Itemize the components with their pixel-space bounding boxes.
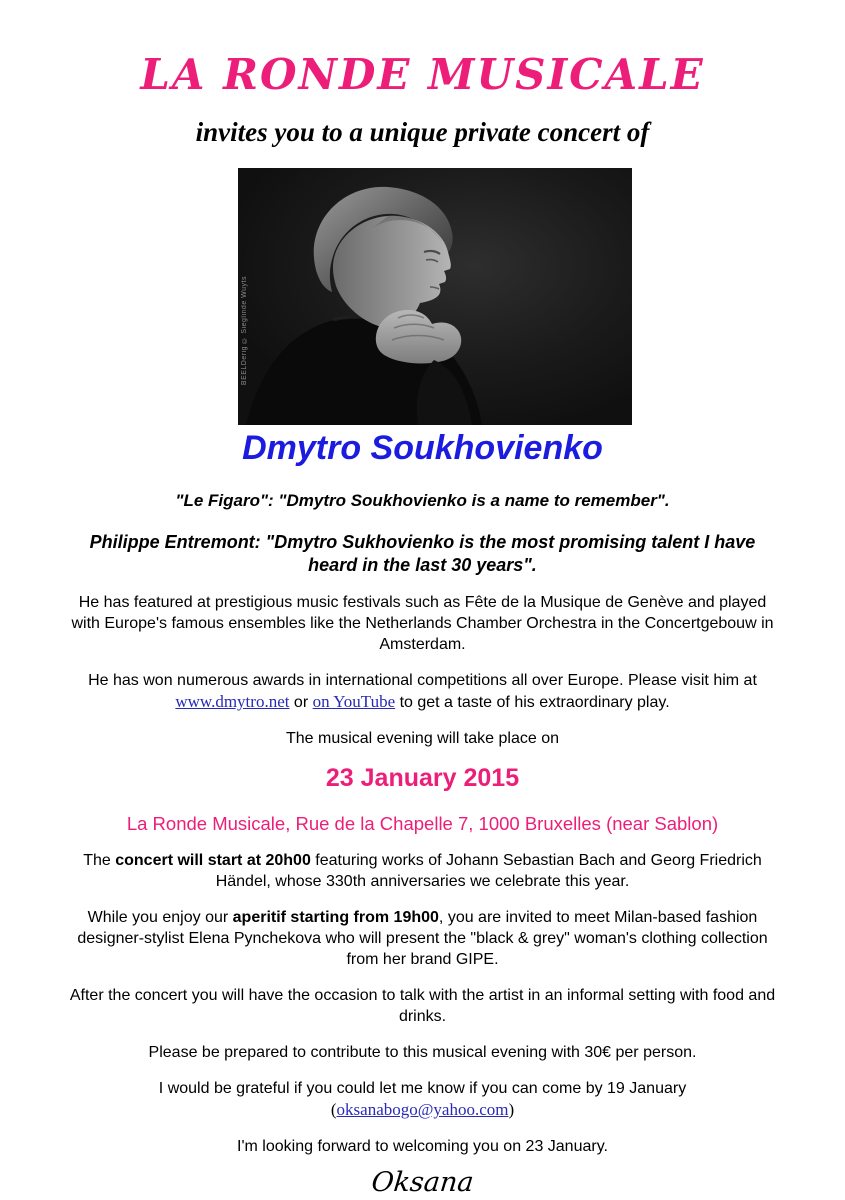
- paragraph-contribution: Please be prepared to contribute to this musical evening with 30€ per person.: [148, 1044, 697, 1061]
- rsvp-email-link[interactable]: oksanabogo@yahoo.com: [336, 1100, 509, 1119]
- paragraph-festivals: He has featured at prestigious music festivals such as Fête de la Musique de Genève and played with Europe's famous ensembles like the Netherlands Chamber Orchestra in the Concertgebouw in Amsterdam.: [71, 594, 774, 653]
- portrait-illustration: [238, 168, 632, 425]
- aperitif-text-post: , you are invited to meet Milan-based fashion designer-stylist Elena Pynchekova who will present the "black & grey" woman's clothing collection from her brand GIPE.: [77, 909, 768, 968]
- press-quote-le-figaro: "Le Figaro": "Dmytro Soukhovienko is a name to remember".: [175, 491, 670, 510]
- paragraph-rsvp: [70, 1078, 776, 1121]
- rsvp-text: I would be grateful if you could let me know if you can come by 19 January: [158, 1080, 687, 1097]
- lead-in-line: The musical evening will take place on: [285, 730, 560, 747]
- awards-text-pre: He has won numerous awards in international competitions all over Europe. Please visit him at: [88, 672, 757, 689]
- press-quote-entremont: Philippe Entremont: "Dmytro Sukhovienko is the most promising talent I have heard in the last 30 years".: [89, 532, 756, 575]
- concert-time-bold: concert will start at 20h00: [115, 852, 311, 869]
- closing-line: I'm looking forward to welcoming you on 23 January.: [237, 1138, 608, 1155]
- photo-credit: BEELDerig © Sieglinde Wuyts: [241, 275, 248, 385]
- paragraph-aperitif: [70, 907, 776, 970]
- event-venue: La Ronde Musicale, Rue de la Chapelle 7, 1000 Bruxelles (near Sablon): [126, 813, 719, 834]
- concert-text-post: featuring works of Johann Sebastian Bach and Georg Friedrich Händel, whose 330th anniversaries we celebrate this year.: [215, 852, 762, 890]
- artist-name: Dmytro Soukhovienko: [242, 429, 603, 467]
- awards-text-mid: or: [289, 694, 313, 711]
- rsvp-open-paren: (: [330, 1100, 337, 1119]
- artist-photo: [238, 168, 632, 425]
- paragraph-concert-time: [70, 850, 776, 892]
- signature: Oksana: [369, 1167, 476, 1198]
- aperitif-time-bold: aperitif starting from 19h00: [232, 909, 439, 926]
- concert-text-pre: The: [83, 852, 116, 869]
- event-date: 23 January 2015: [325, 764, 520, 792]
- awards-text-post: to get a taste of his extraordinary play.: [395, 694, 670, 711]
- page-title: LA RONDE MUSICALE: [140, 50, 705, 99]
- aperitif-text-pre: While you enjoy our: [87, 909, 233, 926]
- paragraph-after-concert: After the concert you will have the occasion to talk with the artist in an informal setting with food and drinks.: [69, 987, 776, 1025]
- youtube-link[interactable]: on YouTube: [312, 692, 396, 711]
- rsvp-close-paren: ): [508, 1100, 515, 1119]
- invitation-subtitle: invites you to a unique private concert of: [195, 117, 650, 147]
- paragraph-awards: [70, 670, 776, 713]
- website-link[interactable]: www.dmytro.net: [175, 692, 290, 711]
